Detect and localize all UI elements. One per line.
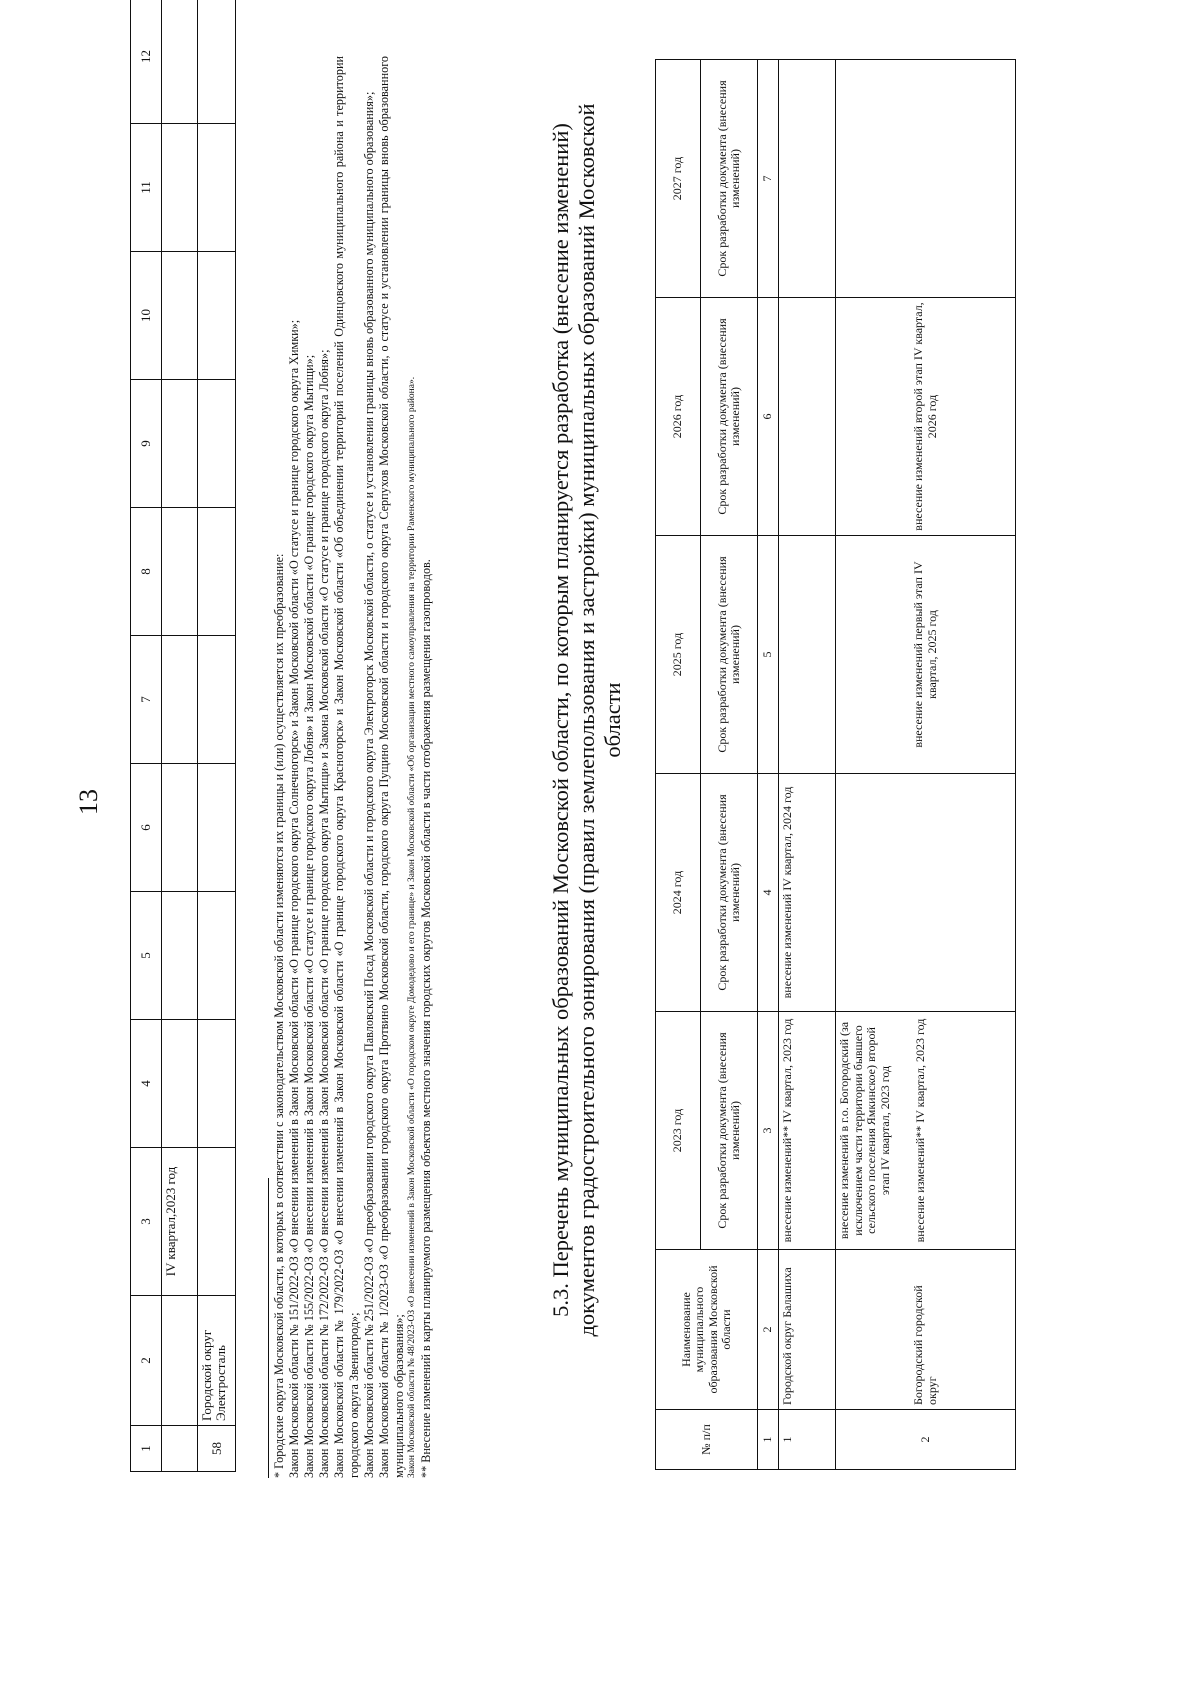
table-row xyxy=(836,60,1016,1470)
col-number: 5 xyxy=(131,892,162,1020)
cell xyxy=(198,508,236,636)
header-year: 2024 год xyxy=(656,774,701,1012)
footnote-law: Закон Московской области № 251/2022-ОЗ «О преобразовании городского округа Павловский Посад Московской области и городского округа Электрогорск Московской области, о статусе и установлении границы вновь образованного муниципального образования»; xyxy=(362,91,376,1478)
cell xyxy=(162,636,198,764)
header-year: 2027 год xyxy=(656,60,701,298)
column-number-row xyxy=(758,60,779,1470)
table-row xyxy=(162,0,198,1472)
cell xyxy=(198,1148,236,1296)
col-number: 4 xyxy=(131,1020,162,1148)
header-deadline: Срок разработки документа (внесения изменений) xyxy=(701,1012,758,1250)
main-table-wrapper xyxy=(655,59,1016,1470)
cell: IV квартал,2023 год xyxy=(162,1148,198,1296)
col-number: 11 xyxy=(131,124,162,252)
cell-2024: внесение изменений IV квартал, 2024 год xyxy=(779,774,836,1012)
cell xyxy=(198,380,236,508)
cell-2025: внесение изменений первый этап IV квартал, 2025 год xyxy=(836,536,1016,774)
col-number: 1 xyxy=(131,1426,162,1472)
main-table xyxy=(655,59,1016,1470)
cell xyxy=(198,252,236,380)
col-number: 12 xyxy=(131,0,162,124)
table-header-row xyxy=(131,0,162,1472)
col-number: 1 xyxy=(758,1410,779,1470)
col-number: 7 xyxy=(131,636,162,764)
cell-2026 xyxy=(779,298,836,536)
cell xyxy=(162,1296,198,1426)
cell-2023: внесение изменений** IV квартал, 2023 год xyxy=(779,1012,836,1250)
cell xyxy=(162,892,198,1020)
footnote-separator xyxy=(268,1178,269,1478)
cell xyxy=(198,1020,236,1148)
footnote-law: Закон Московской области № 172/2022-ОЗ «О внесении изменений в Закон Московской области «О границе городского округа Мытищи» и Закона Московской области «О статусе и границе городского округа Лобня»; xyxy=(317,349,331,1478)
cell: Городской округ Электросталь xyxy=(198,1296,236,1426)
cell-number: 1 xyxy=(779,1410,836,1470)
cell xyxy=(198,124,236,252)
cell xyxy=(162,0,198,124)
cell: 58 xyxy=(198,1426,236,1472)
table-row xyxy=(198,0,236,1472)
header-deadline: Срок разработки документа (внесения изменений) xyxy=(701,298,758,536)
continuation-table xyxy=(130,0,236,1472)
col-number: 10 xyxy=(131,252,162,380)
cell xyxy=(198,892,236,1020)
footnote-law: Закон Московской области № 48/2023-ОЗ «О внесении изменений в Закон Московской области «О городском округе Домодедово и его границе» и Закон Московской области «Об организации местного самоуправления на территории Раменского муниципального района». xyxy=(407,376,417,1478)
header-year: 2023 год xyxy=(656,1012,701,1250)
footnotes xyxy=(268,56,434,1478)
cell xyxy=(162,1426,198,1472)
col-number: 3 xyxy=(131,1148,162,1296)
cell-text: внесение изменений в г.о. Богородский (за исключением части территории бывшего сельского поселения Ямкинское) второй этап IV квартал, 2023 год xyxy=(837,1021,892,1240)
footnote-law: Закон Московской области № 155/2022-ОЗ «О внесении изменений в Закон Московской области «О статусе и границе городского округа Лобня» и Закон Московской области «О границе городского округа Мытищи»; xyxy=(302,354,316,1478)
header-deadline: Срок разработки документа (внесения изменений) xyxy=(701,774,758,1012)
cell-2026: внесение изменений второй этап IV квартал, 2026 год xyxy=(836,298,1016,536)
cell xyxy=(198,0,236,124)
table-header-row xyxy=(656,60,701,1470)
header-deadline: Срок разработки документа (внесения изменений) xyxy=(701,60,758,298)
cell xyxy=(162,252,198,380)
col-number: 2 xyxy=(131,1296,162,1426)
cell xyxy=(162,1020,198,1148)
header-year: 2025 год xyxy=(656,536,701,774)
cell-2027 xyxy=(836,60,1016,298)
cell-number: 2 xyxy=(836,1410,1016,1470)
col-number: 4 xyxy=(758,774,779,1012)
cell xyxy=(162,124,198,252)
header-number: № п/п xyxy=(656,1410,758,1470)
col-number: 3 xyxy=(758,1012,779,1250)
header-year: 2026 год xyxy=(656,298,701,536)
cell-municipality: Богородский городской округ xyxy=(836,1250,1016,1410)
footnote-law: Закон Московской области № 179/2022-ОЗ «О внесении изменений в Закон Московской области «О границе городского округа Красногорск» и Закон Московской области «Об объединении территорий поселений Одинцовского муниципального района и территории городского округа Звенигород»; xyxy=(332,56,361,1478)
table-row xyxy=(779,60,836,1470)
cell xyxy=(162,508,198,636)
section-title: 5.3. Перечень муниципальных образований Московской области, по которым планируется разработка (внесение изменений) документов градостроительного зонирования (правил землепользования и застройки) муниципальных образований Московской области xyxy=(548,103,625,1337)
col-number: 9 xyxy=(131,380,162,508)
header-municipality: Наименование муниципального образования Московской области xyxy=(656,1250,758,1410)
col-number: 5 xyxy=(758,536,779,774)
cell-2023 xyxy=(836,1012,1016,1250)
footnote-star1: * Городские округа Московской области, в которых в соответствии с законодательством Московской области изменяются их границы и (или) осуществляется их преобразование: xyxy=(272,553,286,1478)
cell-2027 xyxy=(779,60,836,298)
footnote-law: Закон Московской области № 151/2022-ОЗ «О внесении изменений в Закон Московской области «О границе городского округа Солнечногорск» и Закон Московской области «О статусе и границе городского округа Химки»; xyxy=(287,319,301,1478)
cell-municipality: Городской округ Балашиха xyxy=(779,1250,836,1410)
cell-2025 xyxy=(779,536,836,774)
col-number: 8 xyxy=(131,508,162,636)
cell xyxy=(198,764,236,892)
cell xyxy=(162,764,198,892)
continuation-table-wrapper xyxy=(130,0,236,1472)
footnote-law: Закон Московской области № 1/2023-ОЗ «О преобразовании городского округа Протвино Московской области, городского округа Пущино Московской области и городского округа Серпухов Московской области, о статусе и установлении границы вновь образованного муниципального образования»; xyxy=(377,56,406,1478)
page-number: 13 xyxy=(74,789,103,815)
cell xyxy=(162,380,198,508)
col-number: 6 xyxy=(131,764,162,892)
col-number: 6 xyxy=(758,298,779,536)
header-deadline: Срок разработки документа (внесения изменений) xyxy=(701,536,758,774)
col-number: 7 xyxy=(758,60,779,298)
cell-2024 xyxy=(836,774,1016,1012)
cell xyxy=(198,636,236,764)
col-number: 2 xyxy=(758,1250,779,1410)
cell-text: внесение изменений** IV квартал, 2023 год xyxy=(913,1018,927,1243)
footnote-star2: ** Внесение изменений в карты планируемого размещения объектов местного значения городских округов Московской области в части отображения размещения газопроводов. xyxy=(418,559,433,1478)
